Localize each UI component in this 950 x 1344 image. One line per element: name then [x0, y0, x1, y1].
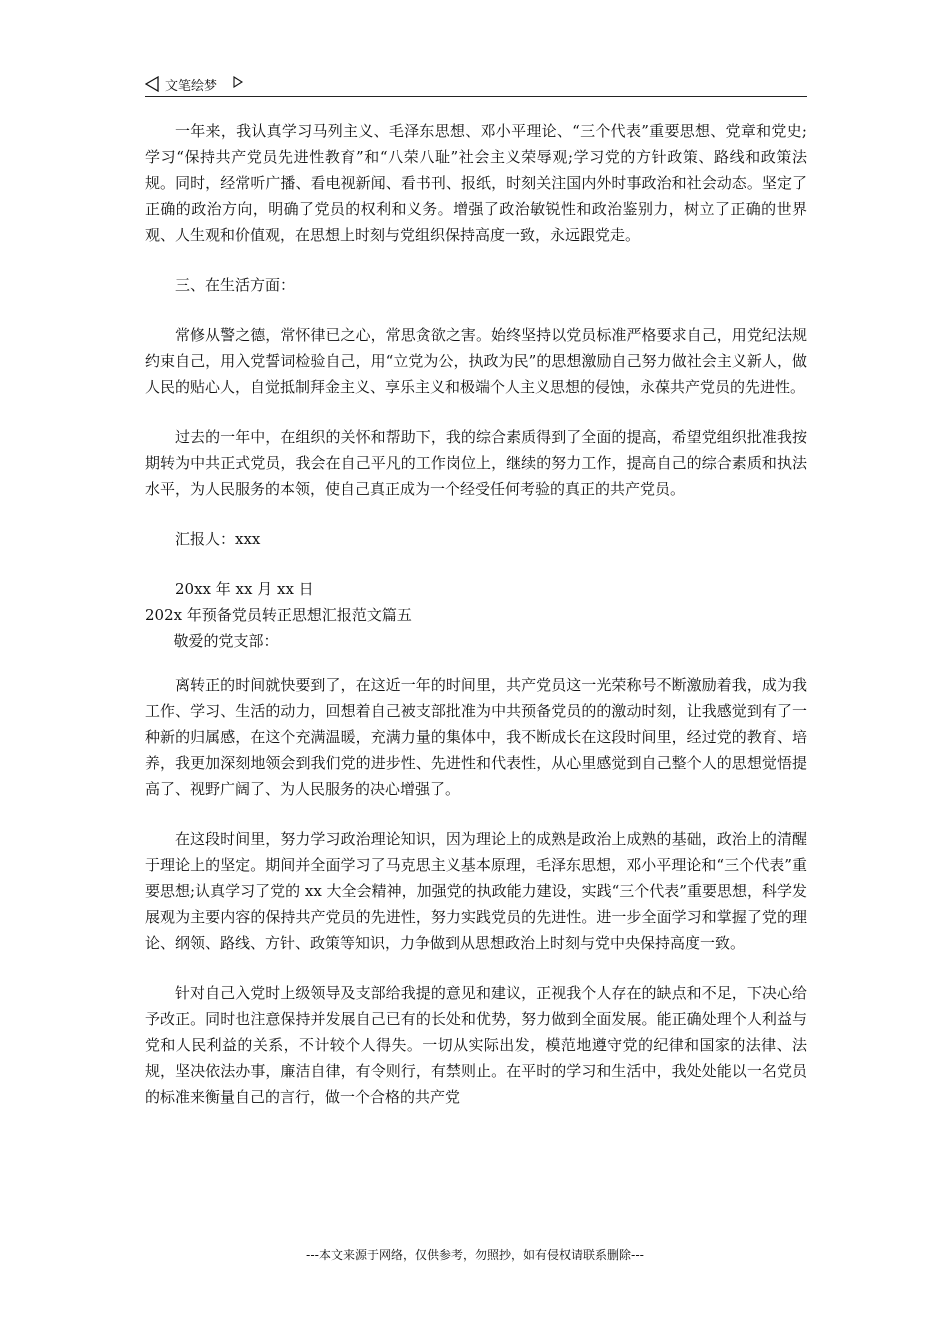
section-heading-life: 三、在生活方面： — [175, 276, 296, 294]
date-line: 20xx 年 xx 月 xx 日 — [175, 580, 314, 598]
brand-name: 文笔绘梦 — [165, 79, 218, 94]
paragraph-intro: 离转正的时间就快要到了，在这近一年的时间里，共产党员这一光荣称号不断激励着我，成为我工作、学习、生活的动力，回想着自己被支部批准为中共预备党员的的激动时刻，让我感觉到有了一种新的归属感，在这个充满温暖，充满力量的集体中，我不断成长在这段时间里，经过党的教育、培养，我更加深刻地领会到我们党的进步性、先进性和代表性，从心里感觉到自己整个人的思想觉悟提高了、视野广阔了、为人民服务的决心增强了。 — [145, 676, 807, 798]
triangle-left-icon — [145, 76, 159, 92]
paragraph-theory: 在这段时间里，努力学习政治理论知识，因为理论上的成熟是政治上成熟的基础，政治上的清醒于理论上的坚定。期间并全面学习了马克思主义基本原理，毛泽东思想，邓小平理论和“三个代表”重要思想;认真学习了党的 xx 大全会精神，加强党的执政能力建设，实践“三个代表”重要思想，科学发展观为主要内容的保持共产党员的先进性，努力实践党员的先进性。进一步全面学习和掌握了党的理论、纲领、路线、方针、政策等知识，力争做到从思想政治上时刻与党中央保持高度一致。 — [145, 830, 807, 952]
salutation: 敬爱的党支部： — [173, 632, 279, 650]
paragraph-selfcorrection: 针对自己入党时上级领导及支部给我提的意见和建议，正视我个人存在的缺点和不足，下决心给予改正。同时也注意保持并发展自己已有的长处和优势，努力做到全面发展。能正确处理个人利益与党和人民利益的关系，不计较个人得失。一切从实际出发，模范地遵守党的纪律和国家的法律、法规，坚决依法办事，廉洁自律，有令则行，有禁则止。在平时的学习和生活中，我处处能以一名党员的标准来衡量自己的言行，做一个合格的共产党 — [145, 984, 807, 1106]
triangle-right-icon — [233, 76, 243, 88]
paragraph-study: 一年来，我认真学习马列主义、毛泽东思想、邓小平理论、“三个代表”重要思想、党章和党史;学习“保持共产党员先进性教育”和“八荣八耻”社会主义荣辱观;学习党的方针政策、路线和政策法规。同时，经常听广播、看电视新闻、看书刊、报纸，时刻关注国内外时事政治和社会动态。坚定了正确的政治方向，明确了党员的权利和义务。增强了政治敏锐性和政治鉴别力，树立了正确的世界观、人生观和价值观，在思想上时刻与党组织保持高度一致，永远跟党走。 — [145, 122, 807, 244]
reporter-line: 汇报人：xxx — [175, 530, 261, 548]
paragraph-life: 常修从警之德，常怀律已之心，常思贪欲之害。始终坚持以党员标准严格要求自己，用党纪法规约束自己，用入党誓词检验自己，用“立党为公，执政为民”的思想激励自己努力做社会主义新人，做人民的贴心人，自觉抵制拜金主义、享乐主义和极端个人主义思想的侵蚀，永葆共产党员的先进性。 — [145, 326, 807, 396]
article-title: 202x 年预备党员转正思想汇报范文篇五 — [145, 606, 412, 624]
footer-disclaimer: ---本文来源于网络，仅供参考，勿照抄，如有侵权请联系删除--- — [306, 1248, 644, 1262]
page-header — [145, 73, 807, 97]
document-body — [145, 118, 807, 1110]
paragraph-summary: 过去的一年中，在组织的关怀和帮助下，我的综合素质得到了全面的提高，希望党组织批准我按期转为中共正式党员，我会在自己平凡的工作岗位上，继续的努力工作，提高自己的综合素质和执法水平，为人民服务的本领，使自己真正成为一个经受任何考验的真正的共产党员。 — [145, 428, 807, 498]
header-rule — [145, 96, 807, 97]
